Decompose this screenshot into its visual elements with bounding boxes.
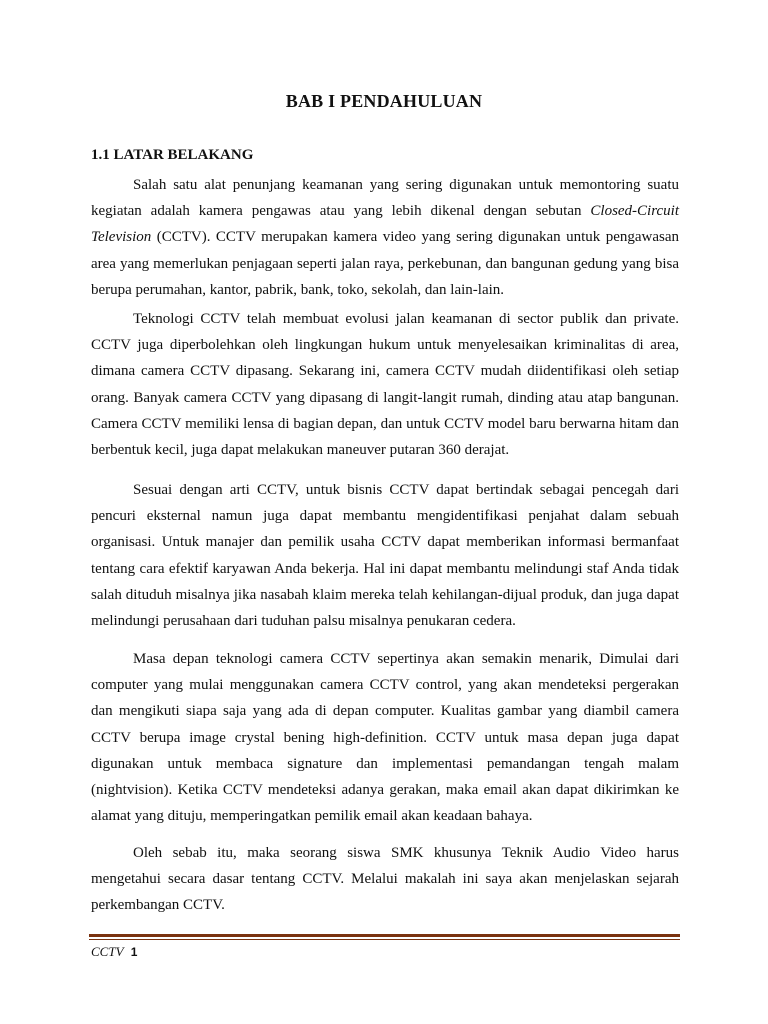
paragraph-1 [91, 172, 679, 303]
paragraph-3-text: Sesuai dengan arti CCTV, untuk bisnis CCTV dapat bertindak sebagai pencegah dari pencuri eksternal namun juga dapat membantu mengidentifikasi penjahat dalam sebuah organisasi. Untuk manajer dan pemilik usaha CCTV dapat memberikan informasi bermanfaat tentang cara efektif karyawan Anda bekerja. Hal ini dapat membantu melindungi staf Anda tidak salah dituduh misalnya jika nasabah klaim mereka telah kehilangan-dijual produk, dan juga dapat melindungi perusahaan dari tuduhan palsu misalnya penukaran cedera. [91, 482, 679, 630]
footer-rule-thick [89, 934, 680, 937]
footer-doc-name: CCTV [91, 944, 124, 959]
section-heading: 1.1 LATAR BELAKANG [91, 147, 254, 163]
page-title: BAB I PENDAHULUAN [285, 91, 483, 111]
paragraph-2 [91, 306, 679, 463]
paragraph-4 [91, 646, 679, 829]
paragraph-1-after: (CCTV). CCTV merupakan kamera video yang sering digunakan untuk pengawasan area yang memerlukan penjagaan seperti jalan raya, perkebunan, dan bangunan gedung yang bisa berupa perumahan, kantor, pabrik, bank, toko, sekolah, dan lain-lain. [91, 229, 679, 298]
paragraph-5 [91, 840, 679, 919]
paragraph-3 [91, 477, 679, 634]
paragraph-1-italic-term: Closed-Circuit Television [91, 203, 679, 246]
footer-page-number: 1 [130, 945, 138, 959]
paragraph-1-text [91, 172, 679, 303]
paragraph-1-before: Salah satu alat penunjang keamanan yang sering digunakan untuk memontoring suatu kegiatan adalah kamera pengawas atau yang lebih dikenal dengan sebutan [91, 177, 679, 220]
paragraph-4-text: Masa depan teknologi camera CCTV sepertinya akan semakin menarik, Dimulai dari computer yang mulai menggunakan camera CCTV control, yang akan mendeteksi pergerakan dan mengikuti siapa saja yang ada di depan computer. Kualitas gambar yang diambil camera CCTV berupa image crystal bening high-definition. CCTV untuk masa depan juga dapat digunakan untuk membaca signature dan implementasi pemandangan tengah malam (nightvision). Ketika CCTV mendeteksi adanya gerakan, maka email akan dapat dikirimkan ke alamat yang dituju, memperingatkan pemilik email akan keadaan bahaya. [91, 651, 679, 825]
paragraph-5-text: Oleh sebab itu, maka seorang siswa SMK khusunya Teknik Audio Video harus mengetahui secara dasar tentang CCTV. Melalui makalah ini saya akan menjelaskan sejarah perkembangan CCTV. [91, 845, 679, 914]
footer-rule-thin [89, 939, 680, 940]
paragraph-2-text: Teknologi CCTV telah membuat evolusi jalan keamanan di sector publik dan private. CCTV juga diperbolehkan oleh lingkungan hukum untuk menyelesaikan kriminalitas di area, dimana camera CCTV dipasang. Sekarang ini, camera CCTV mudah diidentifikasi oleh setiap orang. Banyak camera CCTV yang dipasang di langit-langit rumah, dinding atau atap bangunan. Camera CCTV memiliki lensa di bagian depan, dan untuk CCTV model baru berwarna hitam dan berbentuk kecil, juga dapat melakukan maneuver putaran 360 derajat. [91, 311, 679, 459]
page-footer [91, 944, 137, 960]
